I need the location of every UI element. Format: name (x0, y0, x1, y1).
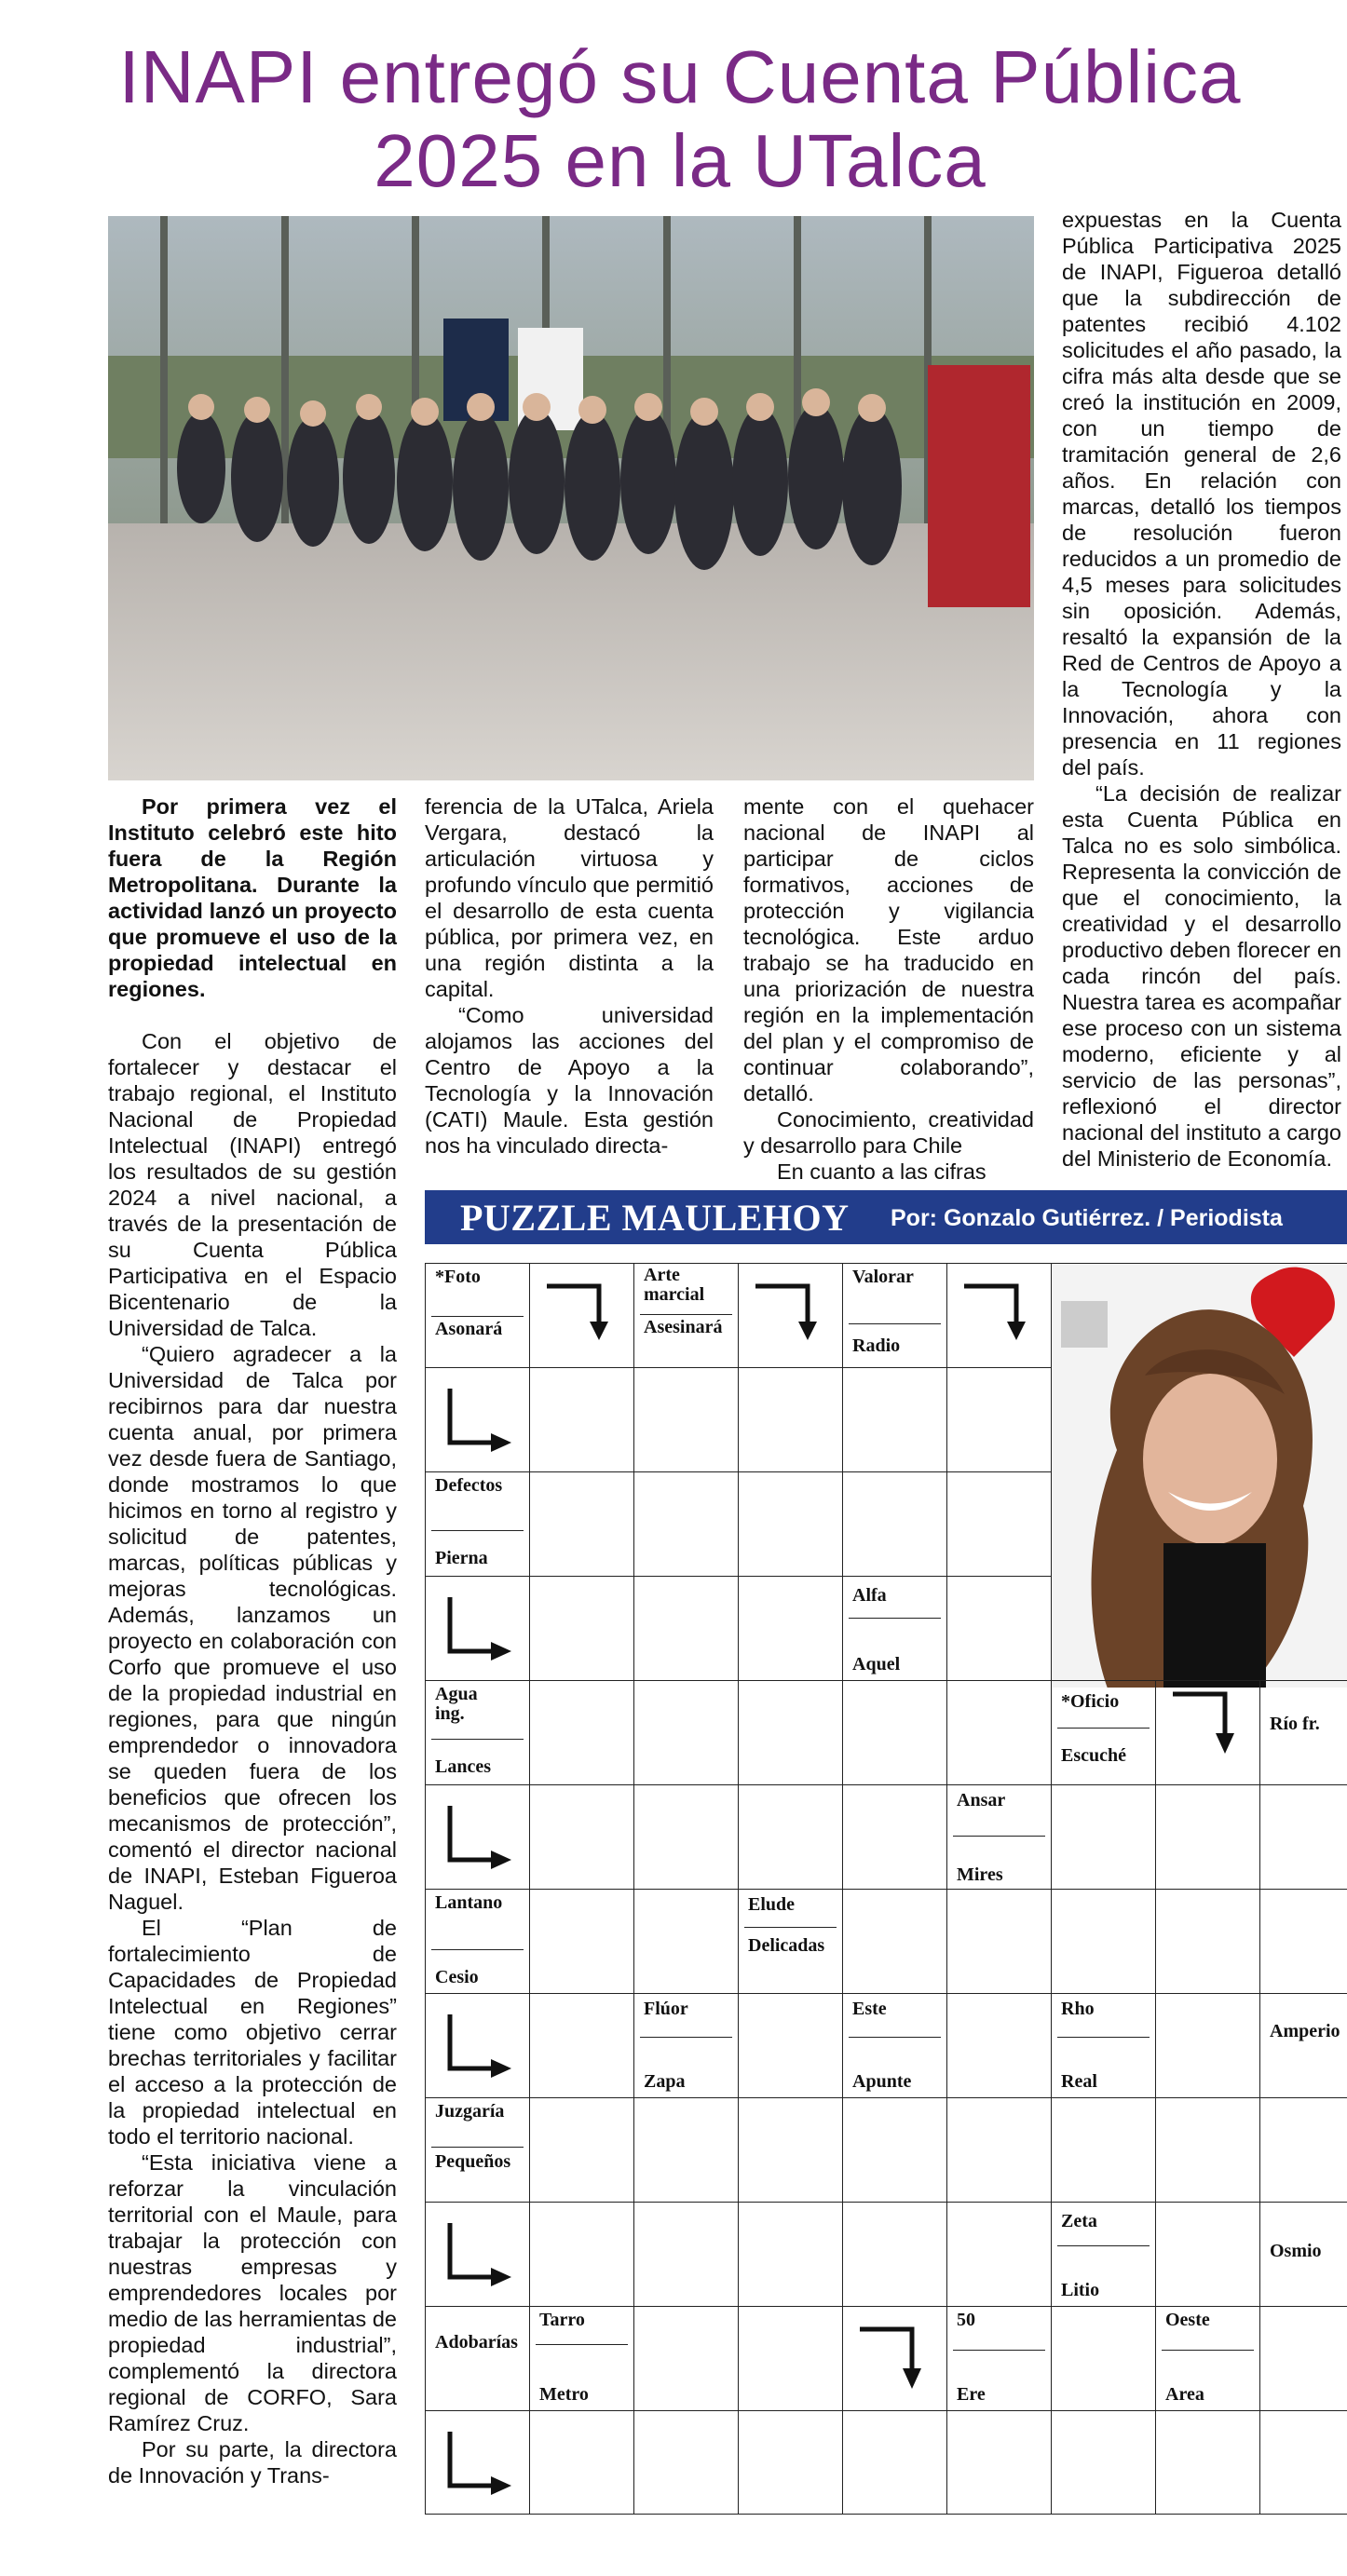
arrow-cell (946, 1263, 1051, 1367)
article-paragraph: ferencia de la UTalca, Ariela Vergara, destacó la articulación virtuosa y profundo vínculo que permitió el desarrollo de esta cuenta pública, por primera vez, en una región distinta a la capital. (425, 794, 714, 1001)
answer-cell[interactable] (946, 1993, 1051, 2097)
arrow-right-icon (444, 2219, 528, 2294)
article-paragraph: “Esta iniciativa viene a reforzar la vinculación territorial con el Maule, para trabajar la protección con nuestras empresas y emprendedores locales por medio de las herramientas de propiedad industrial”, complementó la directora regional de CORFO, Sara Ramírez Cruz. (108, 2150, 397, 2435)
clue-cell (1259, 2202, 1347, 2306)
answer-cell[interactable] (1259, 2097, 1347, 2202)
clue-cesio: Cesio (435, 1967, 479, 1987)
answer-cell[interactable] (1259, 1889, 1347, 1993)
clue-valorar: Valorar (852, 1267, 914, 1287)
answer-cell[interactable] (529, 2202, 633, 2306)
answer-cell[interactable] (842, 2097, 946, 2202)
answer-cell[interactable] (946, 2202, 1051, 2306)
clue-radio: Radio (852, 1335, 901, 1356)
answer-cell[interactable] (1259, 1784, 1347, 1889)
article-column-4 (1062, 207, 1341, 1172)
answer-cell[interactable] (529, 1680, 633, 1784)
clue-cincuenta: 50 (957, 2310, 975, 2330)
answer-cell[interactable] (633, 1680, 738, 1784)
headline: INAPI entregó su Cuenta Pública 2025 en la UTalca (118, 35, 1242, 202)
clue-pierna: Pierna (435, 1548, 488, 1568)
arrow-cell (425, 1784, 529, 1889)
clue-mires: Mires (957, 1864, 1003, 1885)
arrow-cell (529, 1263, 633, 1367)
clue-cell (1155, 2306, 1259, 2410)
answer-cell[interactable] (738, 2410, 842, 2515)
clue-rio-fr: Río fr. (1270, 1714, 1320, 1734)
arrow-cell (1155, 1680, 1259, 1784)
answer-cell[interactable] (946, 1471, 1051, 1576)
answer-cell[interactable] (529, 2097, 633, 2202)
answer-cell[interactable] (633, 1784, 738, 1889)
answer-cell[interactable] (529, 1889, 633, 1993)
clue-cell (1051, 1680, 1155, 1784)
article-paragraph: “Como universidad alojamos las acciones del Centro de Apoyo a la Tecnología y la Innovación (CATI) Maule. Esta gestión nos ha vinculado directa- (425, 1003, 714, 1158)
answer-cell[interactable] (529, 2410, 633, 2515)
answer-cell[interactable] (738, 1367, 842, 1471)
answer-cell[interactable] (529, 1471, 633, 1576)
clue-juzgaria: Juzgaría (435, 2101, 505, 2122)
answer-cell[interactable] (946, 1367, 1051, 1471)
clue-defectos: Defectos (435, 1475, 503, 1496)
clue-cell (529, 2306, 633, 2410)
arrow-cell (842, 2306, 946, 2410)
clue-osmio: Osmio (1270, 2241, 1322, 2261)
article-lead: Por primera vez el Instituto celebró este hito fuera de la Región Metropolitana. Durante la actividad lanzó un proyecto que promueve el uso de la propiedad intelectual en regiones. (108, 794, 397, 1001)
answer-cell[interactable] (842, 1471, 946, 1576)
arrow-down-icon (543, 1281, 618, 1346)
clue-cell (842, 1993, 946, 2097)
answer-cell[interactable] (633, 2097, 738, 2202)
answer-cell[interactable] (738, 1784, 842, 1889)
answer-cell[interactable] (1051, 1889, 1155, 1993)
answer-cell[interactable] (633, 1576, 738, 1680)
puzzle-photo (1051, 1263, 1347, 1688)
answer-cell[interactable] (842, 2202, 946, 2306)
answer-cell[interactable] (738, 2202, 842, 2306)
clue-cell (1051, 1993, 1155, 2097)
clue-elude: Elude (748, 1894, 796, 1915)
answer-cell[interactable] (633, 2306, 738, 2410)
clue-cell (425, 2097, 529, 2202)
answer-cell[interactable] (1051, 1784, 1155, 1889)
clue-real: Real (1061, 2071, 1097, 2092)
answer-cell[interactable] (633, 2410, 738, 2515)
arrow-cell (425, 1576, 529, 1680)
arrow-cell (738, 1263, 842, 1367)
clue-cell (633, 1993, 738, 2097)
clue-area: Area (1165, 2384, 1204, 2405)
clue-oficio: *Oficio (1061, 1691, 1120, 1712)
arrow-down-icon (752, 1281, 826, 1346)
clue-fluor: Flúor (644, 1999, 688, 2019)
answer-cell[interactable] (529, 1367, 633, 1471)
article-paragraph: “La decisión de realizar esta Cuenta Pública en Talca no es solo simbólica. Representa la convicción de que el conocimiento, la creatividad y el desarrollo productivo deben florecer en cada rincón del país. Nuestra tarea es acompañar ese proceso con un sistema moderno, eficiente y al servicio de las personas”, reflexionó el director nacional del instituto a cargo del Ministerio de Economía. (1062, 781, 1341, 1171)
answer-cell[interactable] (738, 1576, 842, 1680)
answer-cell[interactable] (1155, 2097, 1259, 2202)
clue-alfa: Alfa (852, 1585, 887, 1606)
article-paragraph: El “Plan de fortalecimiento de Capacidades de Propiedad Intelectual en Regiones” tiene como objetivo cerrar brechas territoriales y facilitar el acceso a la protección de la propiedad intelectual en todo el territorio nacional. (108, 1916, 397, 2149)
answer-cell[interactable] (842, 1889, 946, 1993)
arrow-cell (425, 1367, 529, 1471)
answer-cell[interactable] (738, 2306, 842, 2410)
answer-cell[interactable] (633, 2202, 738, 2306)
clue-cell (425, 2306, 529, 2410)
arrow-down-icon (960, 1281, 1035, 1346)
clue-aquel: Aquel (852, 1654, 901, 1674)
clue-cell (1051, 2202, 1155, 2306)
clue-amperio: Amperio (1270, 2021, 1340, 2041)
answer-cell[interactable] (633, 1471, 738, 1576)
arrow-right-icon (444, 1593, 528, 1668)
clue-oeste: Oeste (1165, 2310, 1210, 2330)
answer-cell[interactable] (946, 2097, 1051, 2202)
clue-tarro: Tarro (539, 2310, 585, 2330)
answer-cell[interactable] (842, 1784, 946, 1889)
article-subhead: Conocimiento, creatividad y desarrollo para Chile (743, 1107, 1034, 1158)
answer-cell[interactable] (842, 1367, 946, 1471)
arrow-down-icon (856, 2324, 931, 2398)
puzzle-photo-illustration (1052, 1264, 1347, 1688)
arrow-cell (425, 2410, 529, 2515)
arrow-cell (425, 1993, 529, 2097)
answer-cell[interactable] (1051, 2306, 1155, 2410)
answer-cell[interactable] (1155, 2410, 1259, 2515)
clue-zapa: Zapa (644, 2071, 686, 2092)
answer-cell[interactable] (946, 2410, 1051, 2515)
answer-cell[interactable] (946, 1576, 1051, 1680)
group-photo (108, 216, 1034, 780)
answer-cell[interactable] (529, 1784, 633, 1889)
clue-cell (1259, 1680, 1347, 1784)
article-column-2 (425, 793, 714, 1159)
clue-zeta: Zeta (1061, 2211, 1097, 2231)
clue-agua-ing: Agua ing. (435, 1684, 478, 1724)
answer-cell[interactable] (738, 1680, 842, 1784)
clue-ansar: Ansar (957, 1790, 1006, 1810)
puzzle-header (425, 1190, 1347, 1244)
clue-delicadas: Delicadas (748, 1935, 825, 1956)
clue-foto: *Foto (435, 1267, 481, 1287)
answer-cell[interactable] (1051, 2410, 1155, 2515)
answer-cell[interactable] (633, 1367, 738, 1471)
clue-cell (425, 1680, 529, 1784)
group-photo-illustration (108, 216, 1034, 780)
answer-cell[interactable] (842, 1680, 946, 1784)
answer-cell[interactable] (738, 1471, 842, 1576)
clue-cell (425, 1263, 529, 1367)
clue-asesinara: Asesinará (644, 1317, 723, 1337)
answer-cell[interactable] (842, 2410, 946, 2515)
answer-cell[interactable] (1155, 1784, 1259, 1889)
article-paragraph: Con el objetivo de fortalecer y destacar el trabajo regional, el Instituto Nacional de Propiedad Intelectual (INAPI) entregó los resultados de su gestión 2024 a nivel nacional, a través de la presentación de su Cuenta Pública Participativa en el Espacio Bicentenario de la Universidad de Talca. (108, 1029, 397, 1340)
clue-este: Este (852, 1999, 887, 2019)
answer-cell[interactable] (946, 1680, 1051, 1784)
answer-cell[interactable] (1155, 2202, 1259, 2306)
clue-cell (425, 1471, 529, 1576)
answer-cell[interactable] (633, 1889, 738, 1993)
clue-adobarias: Adobarías (435, 2332, 518, 2352)
clue-lantano: Lantano (435, 1892, 503, 1913)
clue-pequenos: Pequeños (435, 2151, 511, 2172)
clue-lances: Lances (435, 1756, 491, 1777)
clue-cell (842, 1263, 946, 1367)
answer-cell[interactable] (529, 1576, 633, 1680)
clue-ere: Ere (957, 2384, 986, 2405)
article-paragraph: “Quiero agradecer a la Universidad de Talca por recibirnos para dar nuestra cuenta anual, por primera vez desde fuera de Santiago, donde mostramos lo que hicimos en torno al registro y solicitud de patentes, marcas, políticas públicas y mejoras tecnológicas. Además, lanzamos un proyecto en colaboración con Corfo que promueve el uso de la propiedad industrial en regiones, para que ningún emprendedor o innovadora se queden fuera de los beneficios que ofrecen los mecanismos de protección”, comentó el director nacional de INAPI, Esteban Figueroa Naguel. (108, 1342, 397, 1914)
answer-cell[interactable] (529, 1993, 633, 2097)
clue-escuche: Escuché (1061, 1745, 1126, 1766)
clue-metro: Metro (539, 2384, 589, 2405)
clue-cell (946, 2306, 1051, 2410)
answer-cell[interactable] (1155, 1993, 1259, 2097)
arrow-right-icon (444, 1802, 528, 1877)
answer-cell[interactable] (738, 2097, 842, 2202)
arrow-right-icon (444, 2428, 528, 2502)
arrow-right-icon (444, 2011, 528, 2085)
arrow-right-icon (444, 1385, 528, 1459)
clue-asonara: Asonará (435, 1319, 503, 1339)
article-paragraph: expuestas en la Cuenta Pública Participativa 2025 de INAPI, Figueroa detalló que la subdirección de patentes recibió 4.102 solicitudes el año pasado, la cifra más alta desde que se creó la institución en 2009, con un tiempo de tramitación general de 2,6 años. En relación con marcas, detalló los tiempos de resolución fueron reducidos a un promedio de 4,5 meses para solicitudes sin oposición. Además, resaltó la expansión de la Red de Centros de Apoyo a la Tecnología y la Innovación, ahora con presencia en 11 regiones del país. (1062, 208, 1341, 780)
article-paragraph: mente con el quehacer nacional de INAPI al participar de ciclos formativos, acciones de protección y vigilancia tecnológica. Este arduo trabajo se ha traducido en una priorización de nuestra región en la implementación del plan y el compromiso de continuar colaborando”, detalló. (743, 794, 1034, 1105)
clue-rho: Rho (1061, 1999, 1095, 2019)
article-paragraph: Por su parte, la directora de Innovación y Trans- (108, 2437, 397, 2488)
article-paragraph: En cuanto a las cifras (777, 1159, 986, 1184)
answer-cell[interactable] (946, 1889, 1051, 1993)
answer-cell[interactable] (1259, 2410, 1347, 2515)
clue-apunte: Apunte (852, 2071, 912, 2092)
clue-cell (425, 1889, 529, 1993)
clue-litio: Litio (1061, 2280, 1100, 2300)
article-column-3 (743, 793, 1034, 1185)
clue-cell (842, 1576, 946, 1680)
clue-cell (1259, 1993, 1347, 2097)
arrow-down-icon (1169, 1688, 1244, 1763)
puzzle-title: PUZZLE MAULEHOY (460, 1197, 850, 1239)
puzzle-author: Por: Gonzalo Gutiérrez. / Periodista (891, 1205, 1283, 1231)
clue-cell (946, 1784, 1051, 1889)
arrow-cell (425, 2202, 529, 2306)
clue-cell (633, 1263, 738, 1367)
clue-arte-marcial: Arte marcial (644, 1265, 705, 1305)
answer-cell[interactable] (1259, 2306, 1347, 2410)
article-column-1 (108, 793, 397, 2488)
clue-cell (738, 1889, 842, 1993)
answer-cell[interactable] (1155, 1889, 1259, 1993)
answer-cell[interactable] (738, 1993, 842, 2097)
answer-cell[interactable] (1051, 2097, 1155, 2202)
